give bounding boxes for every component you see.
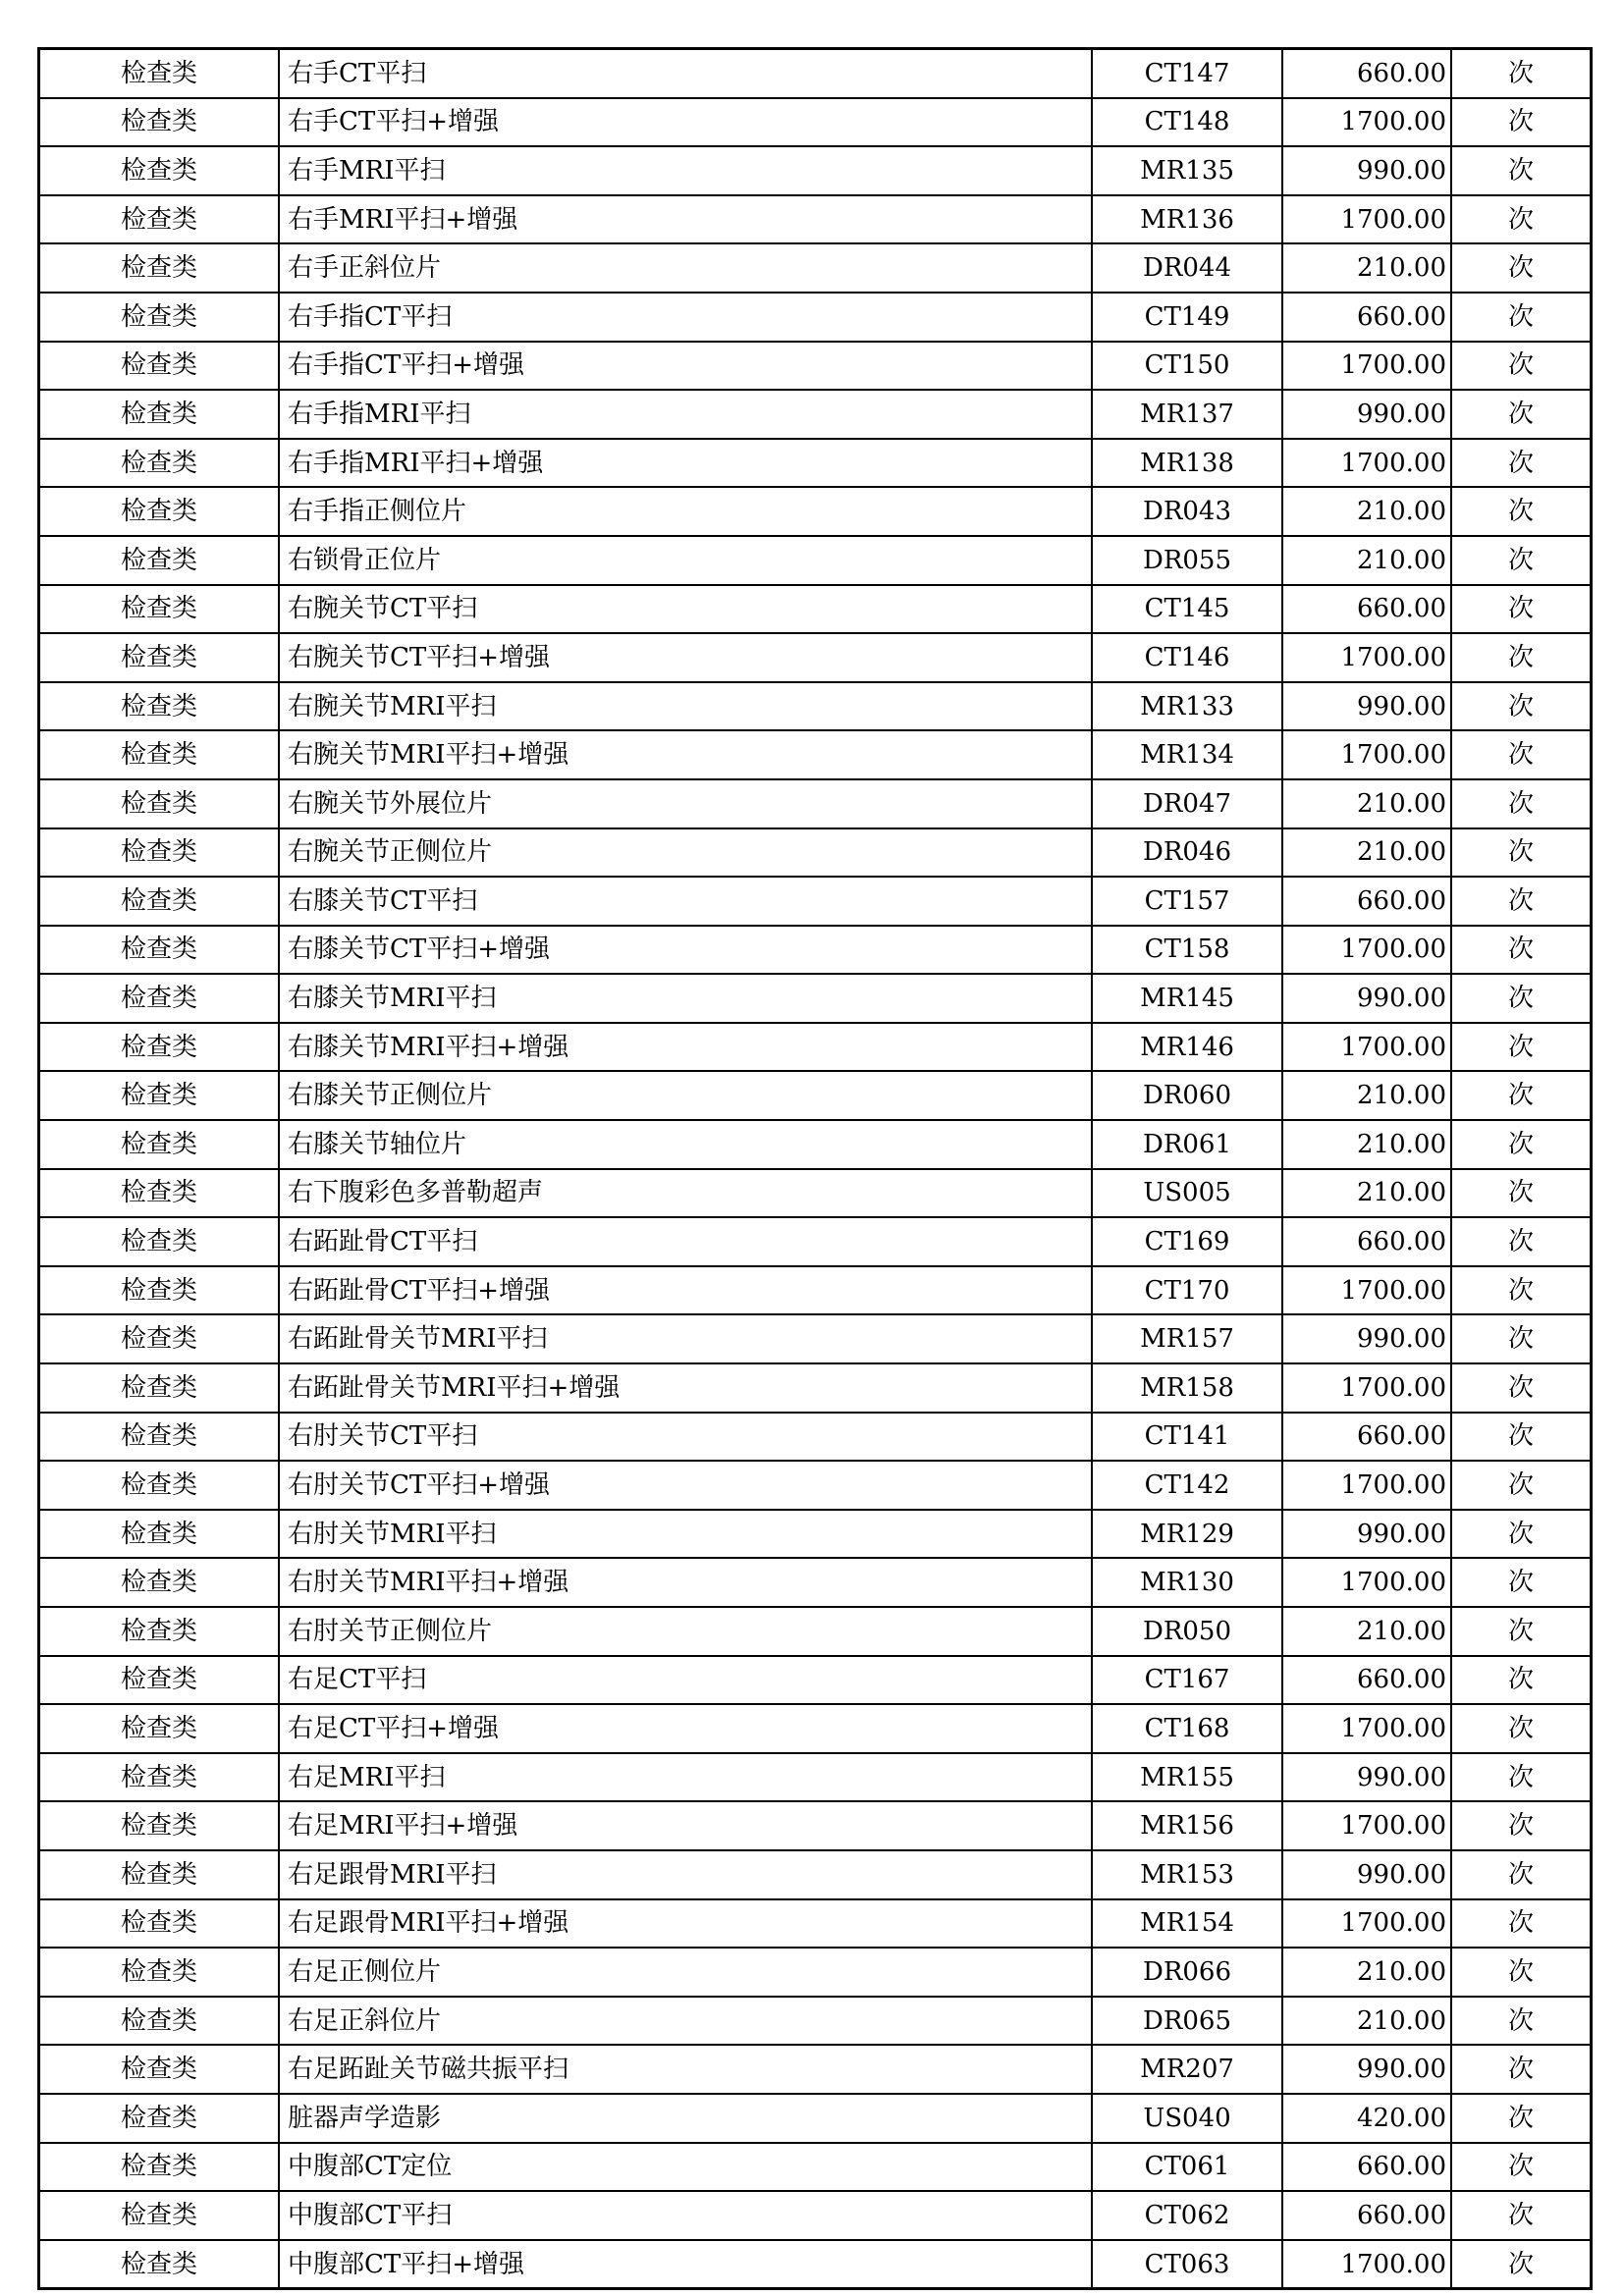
unit-cell: 次 <box>1451 146 1592 195</box>
item-code-cell: CT142 <box>1092 1461 1282 1510</box>
category-cell: 检查类 <box>39 779 280 828</box>
category-cell: 检查类 <box>39 1023 280 1072</box>
table-row <box>39 1510 1592 1559</box>
table-row <box>39 1071 1592 1120</box>
unit-cell: 次 <box>1451 779 1592 828</box>
category-cell: 检查类 <box>39 439 280 488</box>
category-cell: 检查类 <box>39 1413 280 1462</box>
item-code-cell: CT146 <box>1092 633 1282 682</box>
price-cell: 660.00 <box>1282 1656 1451 1705</box>
item-code-cell: DR046 <box>1092 828 1282 878</box>
item-name-cell: 右足跟骨MRI平扫+增强 <box>279 1899 1092 1949</box>
item-name-cell: 右足MRI平扫 <box>279 1753 1092 1802</box>
price-cell: 1700.00 <box>1282 1461 1451 1510</box>
item-code-cell: DR065 <box>1092 1997 1282 2046</box>
item-name-cell: 右足跟骨MRI平扫 <box>279 1850 1092 1899</box>
price-cell: 210.00 <box>1282 487 1451 536</box>
item-code-cell: CT141 <box>1092 1413 1282 1462</box>
category-cell: 检查类 <box>39 342 280 391</box>
price-cell: 990.00 <box>1282 682 1451 731</box>
table-row <box>39 487 1592 536</box>
price-cell: 1700.00 <box>1282 98 1451 147</box>
table-row <box>39 1997 1592 2046</box>
price-cell: 660.00 <box>1282 2143 1451 2192</box>
table-row <box>39 1363 1592 1413</box>
item-code-cell: MR153 <box>1092 1850 1282 1899</box>
price-table-body <box>39 49 1592 2289</box>
item-code-cell: CT147 <box>1092 49 1282 98</box>
price-table <box>37 47 1593 2290</box>
price-cell: 660.00 <box>1282 1217 1451 1266</box>
unit-cell: 次 <box>1451 1120 1592 1169</box>
item-name-cell: 右跖趾骨关节MRI平扫 <box>279 1314 1092 1363</box>
price-cell: 1700.00 <box>1282 342 1451 391</box>
price-cell: 1700.00 <box>1282 1704 1451 1753</box>
unit-cell: 次 <box>1451 633 1592 682</box>
unit-cell: 次 <box>1451 2045 1592 2094</box>
item-code-cell: MR146 <box>1092 1023 1282 1072</box>
price-cell: 1700.00 <box>1282 1023 1451 1072</box>
item-code-cell: CT145 <box>1092 585 1282 634</box>
unit-cell: 次 <box>1451 828 1592 878</box>
unit-cell: 次 <box>1451 1266 1592 1315</box>
item-code-cell: CT168 <box>1092 1704 1282 1753</box>
price-cell: 660.00 <box>1282 2191 1451 2240</box>
unit-cell: 次 <box>1451 1461 1592 1510</box>
price-cell: 420.00 <box>1282 2094 1451 2143</box>
category-cell: 检查类 <box>39 1363 280 1413</box>
table-row <box>39 1607 1592 1656</box>
category-cell: 检查类 <box>39 2045 280 2094</box>
category-cell: 检查类 <box>39 243 280 293</box>
item-code-cell: MR157 <box>1092 1314 1282 1363</box>
item-name-cell: 中腹部CT平扫+增强 <box>279 2240 1092 2289</box>
category-cell: 检查类 <box>39 1169 280 1218</box>
item-code-cell: MR129 <box>1092 1510 1282 1559</box>
unit-cell: 次 <box>1451 342 1592 391</box>
table-row <box>39 439 1592 488</box>
item-name-cell: 右腕关节CT平扫+增强 <box>279 633 1092 682</box>
item-name-cell: 右手正斜位片 <box>279 243 1092 293</box>
table-row <box>39 1656 1592 1705</box>
category-cell: 检查类 <box>39 1656 280 1705</box>
unit-cell: 次 <box>1451 195 1592 244</box>
item-name-cell: 右手指CT平扫 <box>279 293 1092 342</box>
category-cell: 检查类 <box>39 633 280 682</box>
unit-cell: 次 <box>1451 1071 1592 1120</box>
category-cell: 检查类 <box>39 146 280 195</box>
item-code-cell: MR207 <box>1092 2045 1282 2094</box>
item-code-cell: CT158 <box>1092 926 1282 975</box>
unit-cell: 次 <box>1451 926 1592 975</box>
item-name-cell: 右跖趾骨CT平扫 <box>279 1217 1092 1266</box>
category-cell: 检查类 <box>39 1071 280 1120</box>
unit-cell: 次 <box>1451 439 1592 488</box>
item-code-cell: US005 <box>1092 1169 1282 1218</box>
item-code-cell: MR130 <box>1092 1558 1282 1607</box>
price-cell: 210.00 <box>1282 1997 1451 2046</box>
category-cell: 检查类 <box>39 2240 280 2289</box>
unit-cell: 次 <box>1451 293 1592 342</box>
category-cell: 检查类 <box>39 730 280 779</box>
table-row <box>39 49 1592 98</box>
unit-cell: 次 <box>1451 1363 1592 1413</box>
item-code-cell: MR156 <box>1092 1801 1282 1850</box>
unit-cell: 次 <box>1451 1607 1592 1656</box>
item-name-cell: 右膝关节正侧位片 <box>279 1071 1092 1120</box>
unit-cell: 次 <box>1451 536 1592 585</box>
category-cell: 检查类 <box>39 1899 280 1949</box>
table-row <box>39 1266 1592 1315</box>
price-cell: 990.00 <box>1282 1850 1451 1899</box>
category-cell: 检查类 <box>39 1607 280 1656</box>
price-cell: 210.00 <box>1282 1071 1451 1120</box>
item-code-cell: CT169 <box>1092 1217 1282 1266</box>
item-name-cell: 右腕关节MRI平扫 <box>279 682 1092 731</box>
category-cell: 检查类 <box>39 1558 280 1607</box>
table-row <box>39 926 1592 975</box>
unit-cell: 次 <box>1451 487 1592 536</box>
price-cell: 660.00 <box>1282 585 1451 634</box>
unit-cell: 次 <box>1451 1314 1592 1363</box>
category-cell: 检查类 <box>39 974 280 1023</box>
unit-cell: 次 <box>1451 1899 1592 1949</box>
unit-cell: 次 <box>1451 1510 1592 1559</box>
item-name-cell: 右肘关节正侧位片 <box>279 1607 1092 1656</box>
unit-cell: 次 <box>1451 1997 1592 2046</box>
price-cell: 1700.00 <box>1282 1801 1451 1850</box>
item-name-cell: 右足正侧位片 <box>279 1948 1092 1997</box>
unit-cell: 次 <box>1451 2191 1592 2240</box>
item-name-cell: 右腕关节CT平扫 <box>279 585 1092 634</box>
item-code-cell: MR136 <box>1092 195 1282 244</box>
category-cell: 检查类 <box>39 828 280 878</box>
price-cell: 1700.00 <box>1282 1558 1451 1607</box>
category-cell: 检查类 <box>39 1753 280 1802</box>
item-name-cell: 右肘关节CT平扫 <box>279 1413 1092 1462</box>
unit-cell: 次 <box>1451 1801 1592 1850</box>
category-cell: 检查类 <box>39 1120 280 1169</box>
unit-cell: 次 <box>1451 1704 1592 1753</box>
table-row <box>39 98 1592 147</box>
table-row <box>39 1948 1592 1997</box>
price-cell: 660.00 <box>1282 293 1451 342</box>
table-row <box>39 1801 1592 1850</box>
item-code-cell: DR060 <box>1092 1071 1282 1120</box>
unit-cell: 次 <box>1451 1217 1592 1266</box>
item-code-cell: MR145 <box>1092 974 1282 1023</box>
category-cell: 检查类 <box>39 487 280 536</box>
item-code-cell: DR047 <box>1092 779 1282 828</box>
table-row <box>39 1217 1592 1266</box>
item-code-cell: US040 <box>1092 2094 1282 2143</box>
item-name-cell: 中腹部CT平扫 <box>279 2191 1092 2240</box>
item-code-cell: CT063 <box>1092 2240 1282 2289</box>
item-name-cell: 右手指正侧位片 <box>279 487 1092 536</box>
item-code-cell: MR154 <box>1092 1899 1282 1949</box>
price-cell: 990.00 <box>1282 146 1451 195</box>
table-row <box>39 828 1592 878</box>
item-code-cell: MR155 <box>1092 1753 1282 1802</box>
table-row <box>39 730 1592 779</box>
price-cell: 1700.00 <box>1282 2240 1451 2289</box>
unit-cell: 次 <box>1451 974 1592 1023</box>
table-row <box>39 1413 1592 1462</box>
table-row <box>39 1850 1592 1899</box>
unit-cell: 次 <box>1451 2240 1592 2289</box>
price-cell: 210.00 <box>1282 536 1451 585</box>
item-code-cell: DR044 <box>1092 243 1282 293</box>
price-cell: 660.00 <box>1282 49 1451 98</box>
table-row <box>39 2191 1592 2240</box>
price-cell: 990.00 <box>1282 1314 1451 1363</box>
table-row <box>39 2045 1592 2094</box>
price-cell: 210.00 <box>1282 1169 1451 1218</box>
price-cell: 660.00 <box>1282 1413 1451 1462</box>
item-name-cell: 右手CT平扫+增强 <box>279 98 1092 147</box>
table-row <box>39 146 1592 195</box>
item-name-cell: 右跖趾骨CT平扫+增强 <box>279 1266 1092 1315</box>
item-name-cell: 右腕关节正侧位片 <box>279 828 1092 878</box>
category-cell: 检查类 <box>39 195 280 244</box>
item-name-cell: 右手MRI平扫 <box>279 146 1092 195</box>
table-row <box>39 585 1592 634</box>
table-row <box>39 536 1592 585</box>
category-cell: 检查类 <box>39 1266 280 1315</box>
item-name-cell: 右肘关节CT平扫+增强 <box>279 1461 1092 1510</box>
price-cell: 210.00 <box>1282 1607 1451 1656</box>
unit-cell: 次 <box>1451 98 1592 147</box>
item-name-cell: 右膝关节CT平扫+增强 <box>279 926 1092 975</box>
category-cell: 检查类 <box>39 293 280 342</box>
item-name-cell: 右腕关节MRI平扫+增强 <box>279 730 1092 779</box>
unit-cell: 次 <box>1451 2094 1592 2143</box>
item-code-cell: DR066 <box>1092 1948 1282 1997</box>
item-code-cell: MR158 <box>1092 1363 1282 1413</box>
item-name-cell: 右足MRI平扫+增强 <box>279 1801 1092 1850</box>
price-cell: 1700.00 <box>1282 1363 1451 1413</box>
table-row <box>39 390 1592 439</box>
category-cell: 检查类 <box>39 1461 280 1510</box>
price-cell: 210.00 <box>1282 828 1451 878</box>
table-row <box>39 633 1592 682</box>
item-name-cell: 右足正斜位片 <box>279 1997 1092 2046</box>
item-code-cell: CT061 <box>1092 2143 1282 2192</box>
price-cell: 990.00 <box>1282 1510 1451 1559</box>
item-code-cell: CT157 <box>1092 877 1282 926</box>
unit-cell: 次 <box>1451 1656 1592 1705</box>
unit-cell: 次 <box>1451 1948 1592 1997</box>
table-row <box>39 2094 1592 2143</box>
category-cell: 检查类 <box>39 98 280 147</box>
table-row <box>39 243 1592 293</box>
category-cell: 检查类 <box>39 2143 280 2192</box>
item-code-cell: CT150 <box>1092 342 1282 391</box>
item-code-cell: MR138 <box>1092 439 1282 488</box>
unit-cell: 次 <box>1451 390 1592 439</box>
item-name-cell: 右肘关节MRI平扫+增强 <box>279 1558 1092 1607</box>
item-name-cell: 右手MRI平扫+增强 <box>279 195 1092 244</box>
unit-cell: 次 <box>1451 49 1592 98</box>
price-cell: 210.00 <box>1282 243 1451 293</box>
table-row <box>39 2240 1592 2289</box>
price-cell: 990.00 <box>1282 1753 1451 1802</box>
table-row <box>39 1753 1592 1802</box>
price-cell: 1700.00 <box>1282 1899 1451 1949</box>
item-name-cell: 右手指MRI平扫+增强 <box>279 439 1092 488</box>
category-cell: 检查类 <box>39 1510 280 1559</box>
item-name-cell: 右足CT平扫 <box>279 1656 1092 1705</box>
unit-cell: 次 <box>1451 1753 1592 1802</box>
category-cell: 检查类 <box>39 877 280 926</box>
item-name-cell: 右手指MRI平扫 <box>279 390 1092 439</box>
table-row <box>39 1023 1592 1072</box>
table-row <box>39 342 1592 391</box>
category-cell: 检查类 <box>39 1948 280 1997</box>
item-code-cell: MR137 <box>1092 390 1282 439</box>
item-code-cell: CT148 <box>1092 98 1282 147</box>
price-cell: 1700.00 <box>1282 439 1451 488</box>
item-code-cell: DR061 <box>1092 1120 1282 1169</box>
table-row <box>39 877 1592 926</box>
item-name-cell: 右膝关节轴位片 <box>279 1120 1092 1169</box>
unit-cell: 次 <box>1451 1169 1592 1218</box>
category-cell: 检查类 <box>39 1704 280 1753</box>
unit-cell: 次 <box>1451 877 1592 926</box>
table-row <box>39 1120 1592 1169</box>
category-cell: 检查类 <box>39 2191 280 2240</box>
item-name-cell: 脏器声学造影 <box>279 2094 1092 2143</box>
price-cell: 210.00 <box>1282 1948 1451 1997</box>
table-row <box>39 195 1592 244</box>
category-cell: 检查类 <box>39 1850 280 1899</box>
table-row <box>39 1899 1592 1949</box>
item-code-cell: DR055 <box>1092 536 1282 585</box>
table-row <box>39 1314 1592 1363</box>
unit-cell: 次 <box>1451 730 1592 779</box>
price-cell: 1700.00 <box>1282 195 1451 244</box>
table-row <box>39 2143 1592 2192</box>
item-code-cell: CT170 <box>1092 1266 1282 1315</box>
category-cell: 检查类 <box>39 536 280 585</box>
unit-cell: 次 <box>1451 682 1592 731</box>
table-row <box>39 1704 1592 1753</box>
category-cell: 检查类 <box>39 1997 280 2046</box>
table-row <box>39 1461 1592 1510</box>
item-name-cell: 右膝关节MRI平扫 <box>279 974 1092 1023</box>
item-name-cell: 右跖趾骨关节MRI平扫+增强 <box>279 1363 1092 1413</box>
item-code-cell: DR050 <box>1092 1607 1282 1656</box>
table-row <box>39 293 1592 342</box>
table-row <box>39 974 1592 1023</box>
unit-cell: 次 <box>1451 243 1592 293</box>
table-row <box>39 779 1592 828</box>
item-name-cell: 中腹部CT定位 <box>279 2143 1092 2192</box>
price-cell: 990.00 <box>1282 2045 1451 2094</box>
table-row <box>39 1558 1592 1607</box>
category-cell: 检查类 <box>39 49 280 98</box>
category-cell: 检查类 <box>39 926 280 975</box>
category-cell: 检查类 <box>39 1314 280 1363</box>
unit-cell: 次 <box>1451 1850 1592 1899</box>
unit-cell: 次 <box>1451 1023 1592 1072</box>
item-name-cell: 右肘关节MRI平扫 <box>279 1510 1092 1559</box>
unit-cell: 次 <box>1451 2143 1592 2192</box>
category-cell: 检查类 <box>39 2094 280 2143</box>
unit-cell: 次 <box>1451 1558 1592 1607</box>
item-code-cell: MR135 <box>1092 146 1282 195</box>
price-cell: 1700.00 <box>1282 633 1451 682</box>
price-cell: 210.00 <box>1282 779 1451 828</box>
item-code-cell: CT167 <box>1092 1656 1282 1705</box>
item-name-cell: 右腕关节外展位片 <box>279 779 1092 828</box>
item-name-cell: 右膝关节MRI平扫+增强 <box>279 1023 1092 1072</box>
item-code-cell: CT149 <box>1092 293 1282 342</box>
price-cell: 990.00 <box>1282 974 1451 1023</box>
item-code-cell: DR043 <box>1092 487 1282 536</box>
price-cell: 990.00 <box>1282 390 1451 439</box>
price-cell: 1700.00 <box>1282 926 1451 975</box>
item-code-cell: CT062 <box>1092 2191 1282 2240</box>
price-cell: 1700.00 <box>1282 1266 1451 1315</box>
item-name-cell: 右手指CT平扫+增强 <box>279 342 1092 391</box>
item-name-cell: 右膝关节CT平扫 <box>279 877 1092 926</box>
category-cell: 检查类 <box>39 682 280 731</box>
price-cell: 210.00 <box>1282 1120 1451 1169</box>
item-name-cell: 右足CT平扫+增强 <box>279 1704 1092 1753</box>
item-name-cell: 右下腹彩色多普勒超声 <box>279 1169 1092 1218</box>
table-row <box>39 682 1592 731</box>
table-row <box>39 1169 1592 1218</box>
category-cell: 检查类 <box>39 1217 280 1266</box>
item-name-cell: 右足跖趾关节磁共振平扫 <box>279 2045 1092 2094</box>
unit-cell: 次 <box>1451 1413 1592 1462</box>
category-cell: 检查类 <box>39 390 280 439</box>
item-name-cell: 右手CT平扫 <box>279 49 1092 98</box>
item-code-cell: MR134 <box>1092 730 1282 779</box>
item-name-cell: 右锁骨正位片 <box>279 536 1092 585</box>
price-cell: 1700.00 <box>1282 730 1451 779</box>
category-cell: 检查类 <box>39 585 280 634</box>
category-cell: 检查类 <box>39 1801 280 1850</box>
price-cell: 660.00 <box>1282 877 1451 926</box>
item-code-cell: MR133 <box>1092 682 1282 731</box>
unit-cell: 次 <box>1451 585 1592 634</box>
